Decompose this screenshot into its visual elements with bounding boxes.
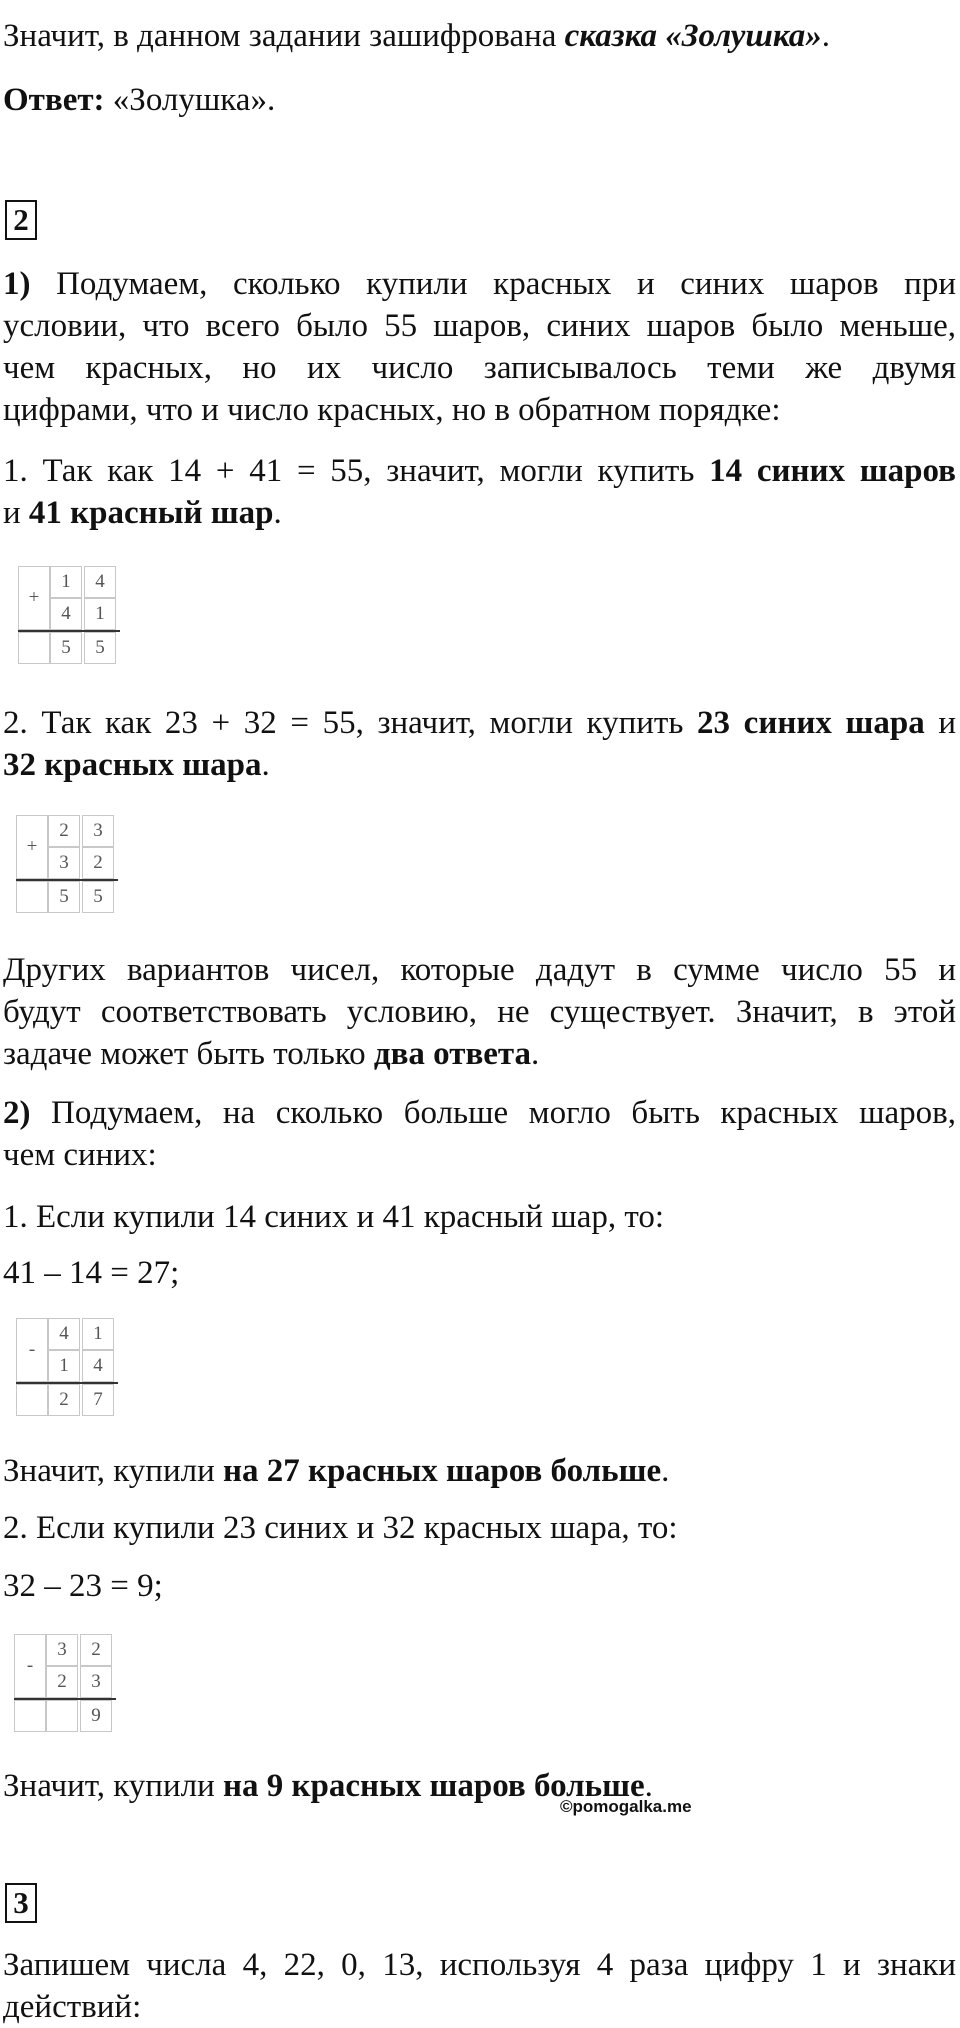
- task2-paragraph-2: [3, 1092, 956, 1176]
- variant-2: [3, 702, 956, 786]
- conclusion-period: .: [821, 18, 830, 54]
- digit-cell: 4: [48, 1318, 80, 1350]
- part-label-1: 1): [3, 266, 31, 302]
- digit-cell: 4: [84, 566, 116, 598]
- digit-cell: 5: [82, 881, 114, 913]
- digit-cell: 5: [48, 881, 80, 913]
- digit-cell: 2: [82, 847, 114, 879]
- conclusion-highlight: сказка «Золушка»: [564, 18, 822, 54]
- digit-cell: 3: [82, 815, 114, 847]
- task3-paragraph: [3, 1944, 956, 2028]
- p1-line: Подумаем, сколько купили красных и синих шаров при: [30, 266, 956, 302]
- variant-1: [3, 450, 956, 534]
- digit-cell: 2: [80, 1634, 112, 1666]
- step-2-conclusion: [3, 1765, 653, 1807]
- digit-cell: 1: [48, 1350, 80, 1382]
- digit-cell: 4: [50, 598, 82, 630]
- conclusion-text: .: [661, 1453, 670, 1489]
- answer-line: [3, 82, 275, 119]
- digit-cell: 3: [48, 847, 80, 879]
- variant-text: и: [3, 495, 29, 531]
- p2-line: чем синих:: [3, 1137, 157, 1173]
- task-number-2: 2: [5, 200, 37, 240]
- conclusion-text: Значит, купили: [3, 1453, 223, 1489]
- digit-cell: 1: [82, 1318, 114, 1350]
- p2-line: Подумаем, на сколько больше могло быть красных шаров,: [30, 1095, 956, 1131]
- answer-label: Ответ:: [3, 82, 105, 118]
- paragraph-line: Запишем числа 4, 22, 0, 13, используя 4 раза цифру 1 и знаки: [3, 1947, 956, 1983]
- paragraph-text: задаче может быть только: [3, 1036, 374, 1072]
- step-1-text: 1. Если купили 14 синих и 41 красный шар, то:: [3, 1199, 665, 1235]
- digit-cell: 5: [84, 632, 116, 664]
- step-1-conclusion: [3, 1450, 669, 1492]
- operator-sign: -: [16, 1318, 48, 1382]
- conclusion-text: Значит, в данном задании зашифрована: [3, 18, 565, 54]
- digit-cell: 9: [80, 1700, 112, 1732]
- digit-cell: 2: [48, 1384, 80, 1416]
- variant-highlight: 14 синих шаров: [709, 453, 956, 489]
- digit-cell: 1: [50, 566, 82, 598]
- digit-cell: [46, 1700, 78, 1732]
- digit-cell: 3: [80, 1666, 112, 1698]
- p1-line: чем красных, но их число записывалось теми же двумя: [3, 350, 956, 386]
- digit-cell: 7: [82, 1384, 114, 1416]
- step-2-text: 2. Если купили 23 синих и 32 красных шара, то:: [3, 1510, 678, 1546]
- step-2-expression: 32 – 23 = 9;: [3, 1568, 163, 1604]
- digit-cell: 3: [46, 1634, 78, 1666]
- variant-text: .: [273, 495, 282, 531]
- variant-highlight: 41 красный шар: [28, 495, 274, 531]
- variant-text: 1. Так как 14 + 41 = 55, значит, могли купить: [3, 453, 710, 489]
- paragraph-line: будут соответствовать условию, не существует. Значит, в этой: [3, 994, 956, 1030]
- part-label-2: 2): [3, 1095, 31, 1131]
- conclusion-highlight: на 27 красных шаров больше: [222, 1453, 662, 1489]
- operator-sign: +: [16, 815, 48, 879]
- paragraph-line: действий:: [3, 1989, 142, 2025]
- other-variants-paragraph: [3, 949, 956, 1075]
- digit-cell: 5: [50, 632, 82, 664]
- variant-highlight: 23 синих шара: [697, 705, 925, 741]
- empty-cell: [16, 1384, 48, 1416]
- paragraph-highlight: два ответа: [373, 1036, 532, 1072]
- step-1-expression: 41 – 14 = 27;: [3, 1255, 180, 1291]
- variant-text: и: [924, 705, 956, 741]
- conclusion-text: Значит, купили: [3, 1768, 223, 1804]
- p1-line: условии, что всего было 55 шаров, синих шаров было меньше,: [3, 308, 956, 344]
- conclusion-text: .: [644, 1768, 653, 1804]
- digit-cell: 2: [46, 1666, 78, 1698]
- copyright-watermark: ©pomogalka.me: [560, 1797, 692, 1816]
- paragraph-text: .: [531, 1036, 540, 1072]
- paragraph-line: Других вариантов чисел, которые дадут в сумме число 55 и: [3, 952, 956, 988]
- task2-paragraph-1: [3, 263, 956, 431]
- empty-cell: [14, 1700, 46, 1732]
- operator-sign: +: [18, 566, 50, 630]
- conclusion-highlight: на 9 красных шаров больше: [222, 1768, 645, 1804]
- variant-text: 2. Так как 23 + 32 = 55, значит, могли купить: [3, 705, 698, 741]
- conclusion-line: [3, 18, 830, 55]
- p1-line: цифрами, что и число красных, но в обратном порядке:: [3, 392, 781, 428]
- digit-cell: 4: [82, 1350, 114, 1382]
- variant-highlight: 32 красных шара: [3, 747, 262, 783]
- answer-text: «Золушка».: [104, 82, 276, 118]
- variant-text: .: [261, 747, 270, 783]
- task-number-3: 3: [5, 1883, 37, 1923]
- digit-cell: 1: [84, 598, 116, 630]
- empty-cell: [16, 881, 48, 913]
- digit-cell: 2: [48, 815, 80, 847]
- operator-sign: -: [14, 1634, 46, 1698]
- empty-cell: [18, 632, 50, 664]
